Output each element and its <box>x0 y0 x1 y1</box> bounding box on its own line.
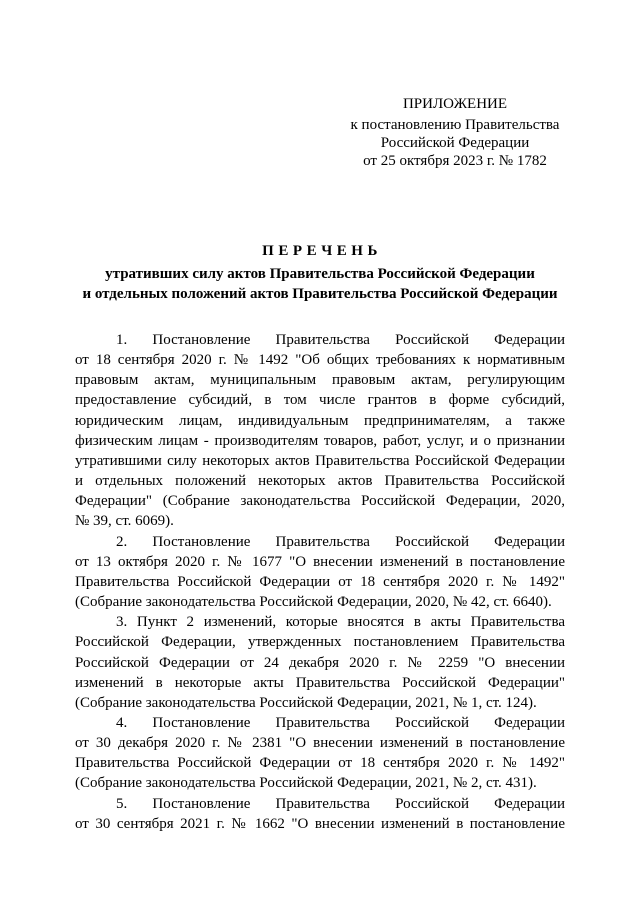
item-line: (Собрание законодательства Российской Федерации, 2021, № 1, ст. 124). <box>75 694 537 711</box>
item-line: Федерации" (Собрание законодательства Российской Федерации, 2020, <box>75 493 565 510</box>
appendix-line: к постановлению Правительства <box>350 117 560 133</box>
appendix-line: от 25 октября 2023 г. № 1782 <box>363 153 547 169</box>
list-item-2 <box>75 532 565 613</box>
item-line: изменений в некоторые акты Правительства Российской Федерации" <box>75 674 565 691</box>
item-line: 4. Постановление Правительства Российской Федерации <box>116 714 565 731</box>
item-line: и отдельных положений некоторых актов Правительства Российской <box>75 473 565 490</box>
item-line: физическим лицам - производителям товаров, работ, услуг, и о признании <box>75 432 565 449</box>
subtitle-line: и отдельных положений актов Правительства Российской Федерации <box>82 286 558 302</box>
item-line: Правительства Российской Федерации от 18 сентября 2020 г. № 1492" <box>75 755 565 772</box>
list-item-4 <box>75 713 565 794</box>
document-heading: П Е Р Е Ч Е Н Ь <box>262 243 378 259</box>
appendix-label: ПРИЛОЖЕНИЕ <box>402 96 508 112</box>
list-item-1 <box>75 330 565 532</box>
item-line: 2. Постановление Правительства Российской Федерации <box>116 533 565 550</box>
act-list <box>75 330 565 834</box>
item-line: (Собрание законодательства Российской Федерации, 2021, № 2, ст. 431). <box>75 775 537 792</box>
item-line: 5. Постановление Правительства Российской Федерации <box>116 795 565 812</box>
item-line: 1. Постановление Правительства Российской Федерации <box>116 332 565 348</box>
subtitle-line: утративших силу актов Правительства Российской Федерации <box>105 266 535 282</box>
appendix-header <box>335 95 575 170</box>
item-line: юридическим лицам, индивидуальным предпринимателям, а также <box>75 412 565 429</box>
item-line: предоставление субсидий, в том числе грантов в форме субсидий, <box>75 392 565 409</box>
item-line: от 30 декабря 2020 г. № 2381 "О внесении изменений в постановление <box>75 735 565 752</box>
list-item-3 <box>75 612 565 713</box>
item-line: Российской Федерации, утвержденных постановлением Правительства <box>75 634 565 651</box>
document-subtitle <box>0 264 640 304</box>
item-line: от 30 сентября 2021 г. № 1662 "О внесении изменений в постановление <box>75 815 565 832</box>
item-line: утратившими силу некоторых актов Правительства Российской Федерации <box>75 452 565 469</box>
item-line: № 39, ст. 6069). <box>75 513 174 530</box>
item-line: Правительства Российской Федерации от 18 сентября 2020 г. № 1492" <box>75 573 565 590</box>
item-line: от 18 сентября 2020 г. № 1492 "Об общих требованиях к нормативным <box>75 352 565 369</box>
item-line: 3. Пункт 2 изменений, которые вносятся в акты Правительства <box>116 614 565 631</box>
item-line: от 13 октября 2020 г. № 1677 "О внесении изменений в постановление <box>75 553 565 570</box>
item-line: правовым актам, муниципальным правовым актам, регулирующим <box>75 372 565 389</box>
list-item-5 <box>75 794 565 834</box>
appendix-line: Российской Федерации <box>380 135 530 151</box>
item-line: Российской Федерации от 24 декабря 2020 г. № 2259 "О внесении <box>75 654 565 671</box>
item-line: (Собрание законодательства Российской Федерации, 2020, № 42, ст. 6640). <box>75 594 552 611</box>
